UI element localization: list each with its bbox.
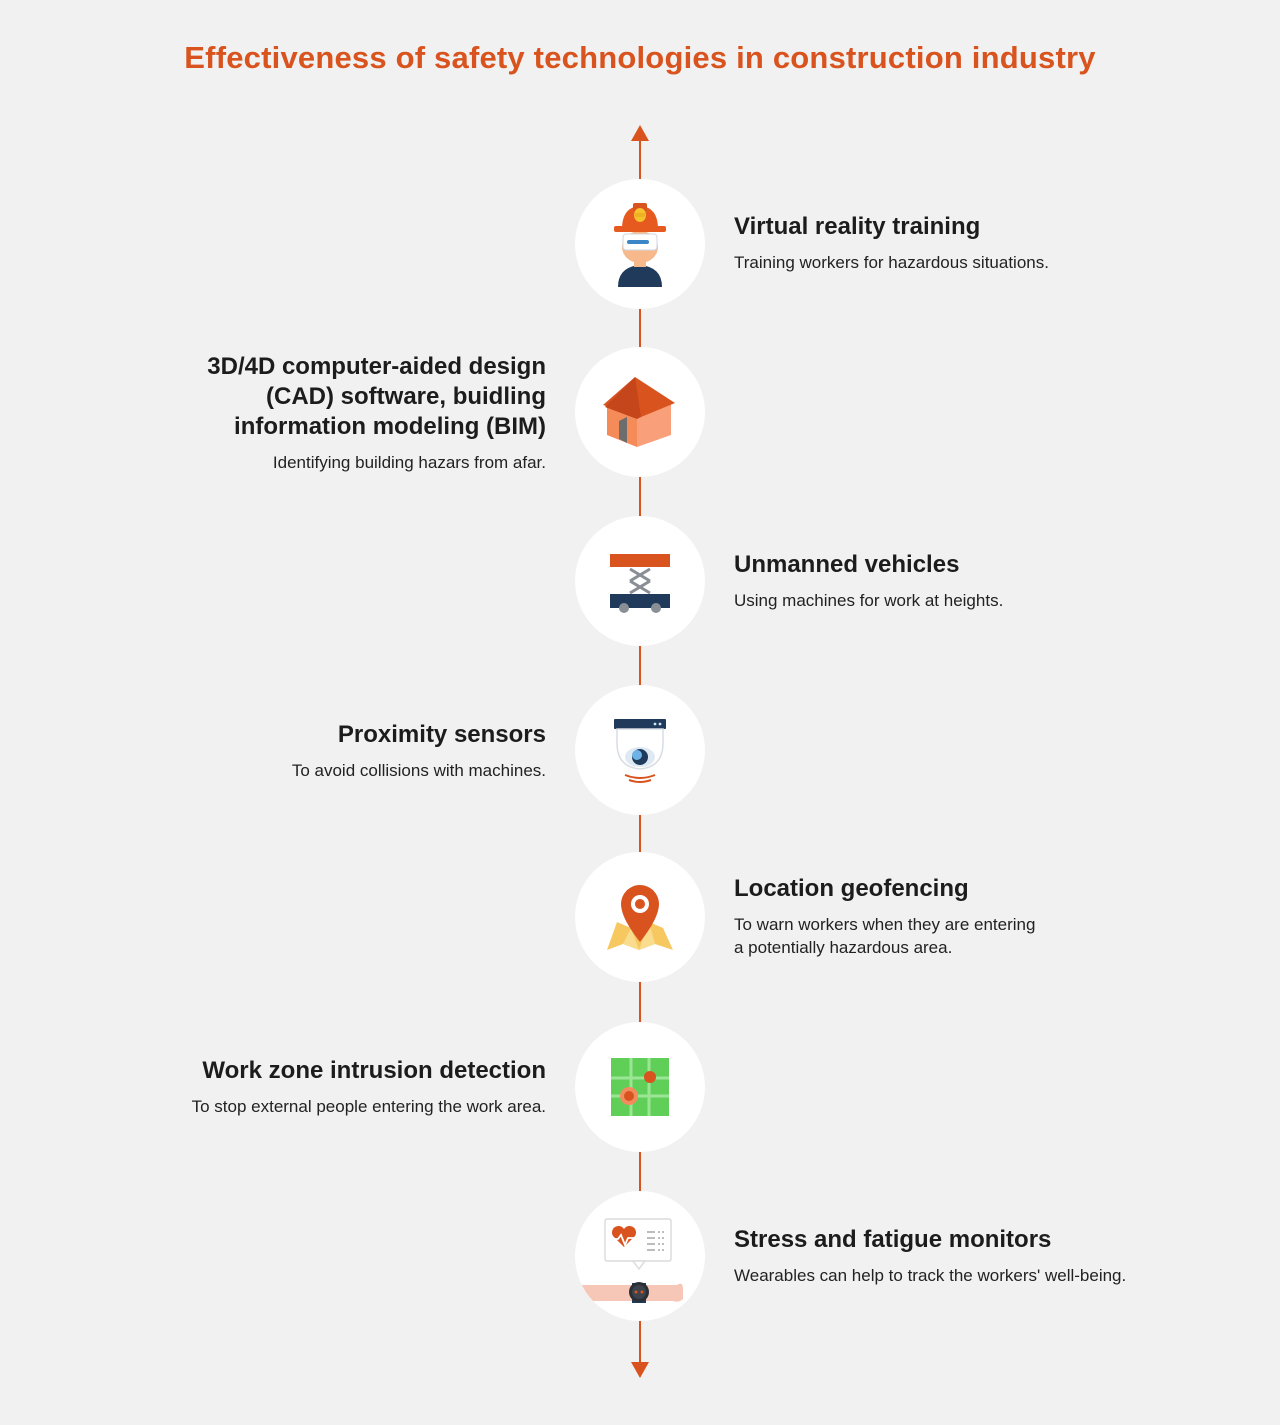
wearable-heart-icon	[575, 1191, 705, 1321]
item-description: Identifying building hazars from afar.	[272, 453, 546, 472]
scissor-lift-icon	[575, 516, 705, 646]
item-stress-fatigue-monitors	[734, 1225, 1204, 1287]
item-heading-line: 3D/4D computer-aided design	[207, 353, 546, 380]
item-proximity-sensors	[76, 720, 546, 782]
sensor-icon	[575, 685, 705, 815]
item-unmanned-vehicles	[734, 550, 1204, 612]
item-description: To stop external people entering the work area.	[191, 1097, 546, 1116]
house-icon	[575, 347, 705, 477]
item-heading: Unmanned vehicles	[734, 551, 960, 578]
item-description: Training workers for hazardous situations.	[734, 253, 1049, 272]
item-description-line: To warn workers when they are entering	[734, 915, 1036, 934]
item-description	[734, 913, 1114, 959]
vr-worker-icon	[575, 179, 705, 309]
item-description: Wearables can help to track the workers' well-being.	[734, 1266, 1127, 1285]
item-virtual-reality-training	[734, 212, 1204, 274]
item-heading: Stress and fatigue monitors	[734, 1226, 1052, 1253]
map-pin-icon	[575, 852, 705, 982]
item-work-zone-intrusion-detection	[76, 1056, 546, 1118]
zone-map-icon	[575, 1022, 705, 1152]
item-heading: Virtual reality training	[734, 213, 981, 240]
item-heading-line: information modeling (BIM)	[234, 413, 546, 440]
arrow-down-icon	[631, 1362, 649, 1378]
item-cad-bim	[76, 352, 546, 474]
item-description: To avoid collisions with machines.	[291, 761, 546, 780]
page-title: Effectiveness of safety technologies in construction industry	[184, 40, 1096, 75]
item-description-line: a potentially hazardous area.	[734, 938, 953, 957]
item-heading: Proximity sensors	[337, 721, 546, 748]
item-heading: Location geofencing	[734, 875, 969, 902]
arrow-up-icon	[631, 125, 649, 141]
item-heading-line: (CAD) software, buidling	[266, 383, 546, 410]
item-heading: Work zone intrusion detection	[202, 1057, 546, 1084]
item-location-geofencing	[734, 874, 1204, 959]
item-description: Using machines for work at heights.	[734, 591, 1004, 610]
